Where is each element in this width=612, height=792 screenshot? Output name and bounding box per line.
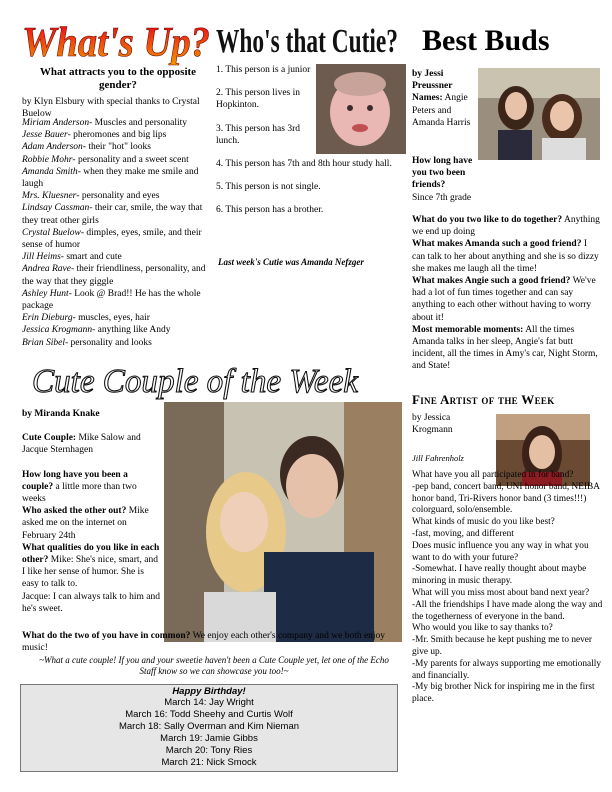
birthday-box (20, 684, 398, 772)
answer-text: - Look @ Brad!! He has the whole package (22, 288, 201, 312)
answer-name: Robbie Mohr (22, 154, 73, 165)
birthday-list (21, 697, 397, 769)
best-buds-photo-art (478, 68, 600, 160)
fine-artist-title: Fine Artist of the Week (412, 392, 555, 407)
best-buds-q: What makes Amanda such a good friend? (412, 239, 582, 250)
best-buds-q: What do you two like to do together? (412, 215, 563, 225)
answer-name: Amanda Smith (22, 166, 78, 177)
answer-item (22, 312, 212, 324)
answer-text: - their friendliness, personality, and the way that they giggle (22, 264, 206, 287)
birthday-item: March 18: Sally Overman and Kim Nieman (118, 721, 300, 732)
cute-couple-a: We enjoy each other's company and we both enjoy music! (22, 631, 386, 654)
cute-couple-photo (164, 402, 402, 642)
birthday-item: March 19: Jamie Gibbs (160, 733, 258, 744)
fine-artist-line: -Somewhat. I have really thought about maybe minoring in music therapy. (412, 564, 587, 587)
cutie-last-week: Last week's Cutie was Amanda Nefzger (218, 257, 364, 267)
best-buds-a: We've had a lot of fun times together and can say anything to each other without having to worry about it! (412, 276, 596, 323)
fine-artist-line: -fast, moving, and different (412, 528, 514, 539)
cutie-clue: 5. This person is not single. (216, 182, 321, 193)
answer-name: Jessica Krogmann (22, 325, 93, 336)
best-buds-title: Best Buds (422, 24, 550, 57)
cute-couple-a: Mike: She's nice, smart, and I like her sense of humor. She is easy to talk to. Jacque: I can always talk to him and he's sweet. (22, 555, 160, 614)
fine-artist-photo-caption: Jill Fahrenholz (412, 453, 464, 463)
answer-name: Erin Dieburg (22, 313, 73, 324)
cute-couple-label: Cute Couple: (22, 433, 77, 444)
answer-item (22, 117, 212, 129)
cute-couple-body (22, 408, 160, 615)
whats-up-byline: by Klyn Elsbury with special thanks to Crystal Buelow (22, 97, 200, 120)
cute-couple-title-text: Cute Couple of the Week (32, 363, 359, 400)
answer-item (22, 141, 212, 153)
answer-name: Brian Sibel (22, 337, 66, 348)
cute-couple-names (22, 432, 160, 456)
cutie-title (214, 16, 400, 60)
fine-artist-body (412, 470, 608, 706)
cutie-clue: 2. This person lives in Hopkinton. (216, 88, 301, 111)
fine-artist-line: -My big brother Nick for inspiring me in the first place. (412, 682, 595, 705)
best-buds-intro (412, 68, 476, 129)
whats-up-title-text: What's Up? (22, 20, 210, 66)
cutie-title-art (214, 16, 400, 60)
answer-item (22, 202, 212, 226)
whats-up-question: What attracts you to the opposite gender? (39, 66, 197, 91)
answer-item (22, 129, 212, 141)
cute-couple-qa (22, 542, 160, 615)
fine-artist-line: What will you miss most about band next year? (412, 587, 590, 598)
best-buds-qa-first (412, 155, 476, 204)
cutie-clue: 3. This person has 3rd lunch. (216, 123, 300, 146)
birthday-item: March 16: Todd Sheehy and Curtis Wolf (125, 709, 293, 720)
answer-item (22, 288, 212, 312)
answer-name: Jill Heims (22, 252, 61, 263)
fine-artist-line: Does music influence you any way in what you want to do with your future? (412, 540, 589, 563)
answer-name: Miriam Anderson (22, 118, 90, 128)
fine-artist-line: What kinds of music do you like best? (412, 517, 555, 528)
fine-artist-line: -Mr. Smith because he kept pushing me to never give up. (412, 635, 592, 657)
cute-couple-title-art (30, 356, 360, 402)
best-buds-byline: by Jessi Preussner (412, 69, 453, 92)
whats-up-answers (22, 117, 212, 349)
best-buds-names-value: Angie Peters and Amanda Harris (412, 93, 471, 128)
cute-couple-byline: by Miranda Knake (22, 409, 100, 419)
answer-name: Lindsay Cassman (22, 203, 90, 214)
answer-text: - their car, smile, the way that they treat other girls (22, 203, 203, 226)
cute-couple-q: What qualities do you like in each other? (22, 542, 160, 566)
best-buds-photo (478, 68, 600, 160)
cute-couple-a: a little more than two weeks (22, 481, 137, 505)
birthday-title: Happy Birthday! (172, 686, 246, 697)
birthday-item: March 21: Nick Smock (161, 757, 257, 768)
cute-couple-a: Mike asked me on the internet on February 24th (22, 506, 149, 541)
answer-text: - muscles, eyes, hair (72, 313, 150, 324)
best-buds-qa-item (412, 324, 602, 373)
fine-artist-byline: by Jessica Krogmann (412, 413, 453, 436)
fine-artist-line: -My parents for always supporting me emotionally and financially. (412, 658, 601, 681)
best-buds-q: How long have you two been friends? (412, 156, 473, 191)
answer-name: Andrea Rave (22, 264, 71, 275)
answer-item (22, 263, 212, 287)
cute-couple-q: Who asked the other out? (22, 506, 127, 517)
answer-name: Mrs. Kluesner (22, 191, 77, 202)
answer-text: - personality and a sweet scent (72, 154, 189, 165)
answer-item (22, 166, 212, 190)
answer-item (22, 337, 212, 349)
answer-item (22, 227, 212, 251)
answer-text: - personality and eyes (76, 191, 160, 202)
cute-couple-title (30, 356, 360, 402)
cutie-clue: 4. This person has 7th and 8th hour study hall. (216, 159, 392, 170)
cute-couple-qa (22, 505, 160, 542)
cute-couple-qa (22, 469, 160, 506)
cutie-baby-photo (316, 64, 406, 154)
birthday-item: March 20: Tony Ries (165, 745, 253, 756)
baby-photo-art (316, 64, 406, 154)
answer-text: - their "hot" looks (82, 142, 151, 153)
best-buds-a: Since 7th grade (412, 192, 472, 203)
fine-artist-line: What have you all participated in for band? (412, 470, 574, 480)
answer-text: - dimples, eyes, smile, and their sense of humor (22, 227, 202, 251)
best-buds-qa-item (412, 238, 602, 275)
best-buds-a: I can talk to her about anything and she is so dizzy she makes me laugh all the time! (412, 239, 599, 274)
answer-item (22, 190, 212, 202)
answer-item (22, 251, 212, 263)
answer-name: Adam Anderson (22, 142, 83, 153)
best-buds-a: All the times Amanda talks in her sleep, Angie's fat butt incident, all the times in Amy's car, Night Storm, and State! (412, 324, 598, 372)
birthday-item: March 14: Jay Wright (164, 697, 254, 708)
fine-artist-line: -pep band, concert band, UNI honor band, NEIBA honor band, Tri-Rivers honor band (3 times!!!) colorguard, solo/ensemble. (412, 481, 600, 516)
best-buds-q: Most memorable moments: (412, 324, 524, 335)
answer-text: - anything like Andy (92, 325, 171, 336)
cutie-title-text: Who's that Cutie? (216, 23, 398, 60)
cute-couple-note: ~What a cute couple! If you and your sweetie haven't been a Cute Couple yet, let one of the Echo Staff know so we can showcase you too!~ (39, 655, 389, 676)
cutie-clue: 1. This person is a junior (216, 65, 311, 75)
best-buds-qa (412, 214, 602, 373)
answer-text: - smart and cute (60, 252, 122, 263)
fine-artist-line: -All the friendships I have made along the way and the togetherness of everyone in the band. (412, 599, 603, 622)
cutie-clues (216, 64, 392, 228)
answer-text: - pheromones and big lips (67, 130, 167, 141)
best-buds-qa-item (412, 275, 602, 324)
answer-text: - when they make me smile and laugh (22, 166, 199, 190)
cutie-clue: 6. This person has a brother. (216, 205, 324, 216)
answer-text: - personality and looks (65, 337, 152, 348)
cute-couple-photo-art (164, 402, 402, 642)
whats-up-title (18, 14, 214, 68)
answer-name: Crystal Buelow (22, 227, 81, 238)
best-buds-q: What makes Angie such a good friend? (412, 276, 571, 287)
cute-couple-q: How long have you been a couple? (22, 469, 128, 492)
cute-couple-value: Mike Salow and Jacque Sternhagen (22, 433, 141, 456)
cute-couple-last-q (22, 630, 412, 654)
whats-up-title-art (18, 14, 214, 68)
answer-item (22, 154, 212, 166)
answer-name: Jesse Bauer (22, 130, 68, 141)
best-buds-qa-item (412, 214, 602, 238)
cute-couple-q: What do the two of you have in common? (22, 631, 191, 641)
answer-name: Ashley Hunt (22, 288, 69, 299)
answer-item (22, 324, 212, 336)
fine-artist-line: Who would you like to say thanks to? (412, 623, 553, 634)
best-buds-a: Anything we end up doing (412, 215, 600, 238)
best-buds-names-label: Names: (412, 93, 443, 104)
answer-text: - Muscles and personality (89, 118, 188, 128)
